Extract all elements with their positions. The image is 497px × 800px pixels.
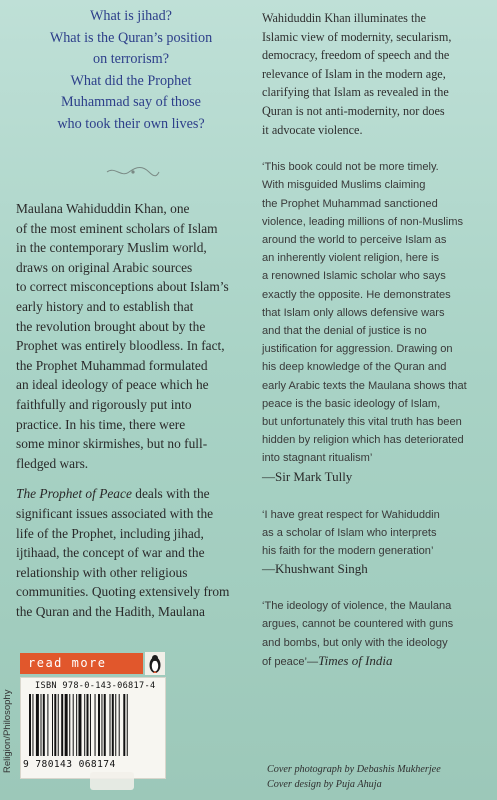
category-text: Religion/Philosophy xyxy=(2,689,13,773)
text-line: relationship with other religious xyxy=(16,564,188,580)
headline-questions xyxy=(22,6,240,136)
barcode-bar xyxy=(43,694,45,756)
question-line: What is the Quran’s position xyxy=(49,29,213,46)
barcode-bar xyxy=(127,694,128,756)
isbn-label: ISBN 978-0-143-06817-4 xyxy=(35,681,156,691)
quote-attribution-singh: —Khushwant Singh xyxy=(262,561,368,577)
text-line: ‘I have great respect for Wahiduddin xyxy=(262,508,440,521)
barcode-bar xyxy=(65,694,68,756)
text-line: his deep knowledge of the Quran and xyxy=(262,361,447,374)
text-line: that Islam only allows defensive wars xyxy=(262,306,445,319)
text-line: early history and to establish that xyxy=(16,298,194,314)
text-line: the Prophet Muhammad sanctioned xyxy=(262,197,438,210)
text-line: to correct misconceptions about Islam’s xyxy=(16,279,229,295)
barcode-bar xyxy=(47,694,48,756)
text-line: an ideal ideology of peace which he xyxy=(16,377,209,393)
text-line: Maulana Wahiduddin Khan, one xyxy=(16,201,190,216)
cover-credits xyxy=(267,763,487,792)
text-line: of the most eminent scholars of Islam xyxy=(16,220,218,236)
text-line: significant issues associated with the xyxy=(16,505,214,521)
text-line: clarifying that Islam as revealed in the xyxy=(262,85,449,100)
text-line: and bombs, but only with the ideology xyxy=(262,636,448,649)
text-line: life of the Prophet, including jihad, xyxy=(16,525,204,541)
text-line: violence, leading millions of non-Muslims xyxy=(262,215,464,228)
barcode-bar xyxy=(61,694,63,756)
text-line: ‘The ideology of violence, the Maulana xyxy=(262,600,452,613)
barcode-bar xyxy=(95,694,96,756)
barcode-bar xyxy=(29,694,31,756)
barcode-number: 9 780143 068174 xyxy=(23,759,116,770)
sticker-residue xyxy=(90,772,134,790)
review-quote-toi xyxy=(262,597,490,671)
barcode-bar xyxy=(58,694,59,756)
barcode-bar xyxy=(115,694,116,756)
description-paragraph-2 xyxy=(16,484,246,621)
description-paragraph-1 xyxy=(16,199,246,473)
category-label xyxy=(2,655,16,775)
intro-paragraph xyxy=(262,9,490,139)
credit-photo: Cover photograph by Debashis Mukherjee xyxy=(267,764,441,775)
barcode-bar xyxy=(112,694,114,756)
barcode-bar xyxy=(101,694,102,756)
barcode-bar xyxy=(84,694,85,756)
credit-design: Cover design by Puja Ahuja xyxy=(267,778,382,790)
text-line: into stagnant ritualism’ xyxy=(262,452,373,465)
question-line: What is jihad? xyxy=(90,8,172,24)
text-line xyxy=(16,484,246,504)
text-line: in the contemporary Muslim world, xyxy=(16,240,207,256)
barcode-bar xyxy=(78,694,81,756)
description-right xyxy=(262,9,490,671)
text-line: fledged wars. xyxy=(16,455,89,471)
text-line: exactly the opposite. He demonstrates xyxy=(262,288,451,301)
barcode-bar xyxy=(123,694,125,756)
text-line: the Prophet Muhammad formulated xyxy=(16,357,208,373)
text-line: justification for aggression. Drawing on xyxy=(262,343,453,356)
barcode-bar xyxy=(41,694,42,756)
quote-source-toi: Times of India xyxy=(318,652,393,668)
text-line: practice. In his time, there were xyxy=(16,416,186,432)
text-line: Quran is not anti-modernity, nor does xyxy=(262,103,445,118)
barcode-icon xyxy=(29,694,159,756)
review-quote-singh xyxy=(262,506,490,561)
question-line: on terrorism? xyxy=(92,51,170,68)
text-line: hidden by religion which has deteriorated xyxy=(262,434,464,447)
barcode-bar xyxy=(36,694,39,756)
read-more-banner: read more xyxy=(20,653,143,674)
ornament-divider-icon xyxy=(105,165,161,179)
barcode-bar xyxy=(104,694,106,756)
text-line: Islamic view of modernity, secularism, xyxy=(262,29,452,44)
barcode-bar xyxy=(76,694,77,756)
description-left xyxy=(16,199,246,621)
question-line: who took their own lives? xyxy=(57,115,205,132)
text-line: but unfortunately this vital truth has been xyxy=(262,416,462,428)
penguin-logo-icon xyxy=(145,652,165,675)
text-line: and that the denial of justice is no xyxy=(262,324,427,337)
barcode-bar xyxy=(110,694,111,756)
text-line: ‘This book could not be more timely. xyxy=(262,161,439,174)
barcode-bar xyxy=(119,694,120,756)
barcode-bar xyxy=(73,694,74,756)
barcode-bar xyxy=(32,694,33,756)
barcode-sticker xyxy=(20,677,166,779)
text-line xyxy=(262,652,490,671)
question-line: What did the Prophet xyxy=(70,72,192,89)
text-line: his faith for the modern generation’ xyxy=(262,545,434,558)
barcode-bar xyxy=(87,694,89,756)
barcode-bar xyxy=(54,694,56,756)
barcode-bar xyxy=(98,694,100,756)
quote-attribution-tully: —Sir Mark Tully xyxy=(262,468,353,484)
text-line: With misguided Muslims claiming xyxy=(262,179,426,192)
text-fragment: deals with the xyxy=(131,486,210,502)
question-line: Muhammad say of those xyxy=(61,94,201,111)
text-line: ijtihaad, the concept of war and the xyxy=(16,545,205,561)
text-line: Prophet was entirely bloodless. In fact, xyxy=(16,338,225,354)
barcode-bar xyxy=(90,694,91,756)
text-line: communities. Quoting extensively from xyxy=(16,584,230,600)
barcode-bar xyxy=(52,694,53,756)
book-title: The Prophet of Peace xyxy=(16,486,132,502)
text-line: it advocate violence. xyxy=(262,122,363,137)
text-line: around the world to perceive Islam as xyxy=(262,233,447,246)
text-line: an inherently violent religion, here is xyxy=(262,252,439,265)
text-line: early Arabic texts the Maulana shows that xyxy=(262,379,467,392)
text-line: as a scholar of Islam who interprets xyxy=(262,526,437,539)
text-line: a renowned Islamic scholar who says xyxy=(262,270,446,283)
text-line: faithfully and rigorously put into xyxy=(16,396,192,412)
text-line: relevance of Islam in the modern age, xyxy=(262,66,446,81)
text-line: some minor skirmishes, but no full- xyxy=(16,436,208,452)
barcode-bar xyxy=(69,694,70,756)
text-line: peace is the basic ideology of Islam, xyxy=(262,397,441,410)
text-line: the revolution brought about by the xyxy=(16,318,206,334)
text-line: the Quran and the Hadith, Maulana xyxy=(16,603,205,619)
review-quote-tully xyxy=(262,158,490,467)
text-line: argues, cannot be countered with guns xyxy=(262,618,454,631)
text-line: Wahiduddin Khan illuminates the xyxy=(262,11,426,25)
text-fragment: of peace’— xyxy=(262,655,319,668)
text-line: draws on original Arabic sources xyxy=(16,259,193,275)
text-line: democracy, freedom of speech and the xyxy=(262,48,450,63)
